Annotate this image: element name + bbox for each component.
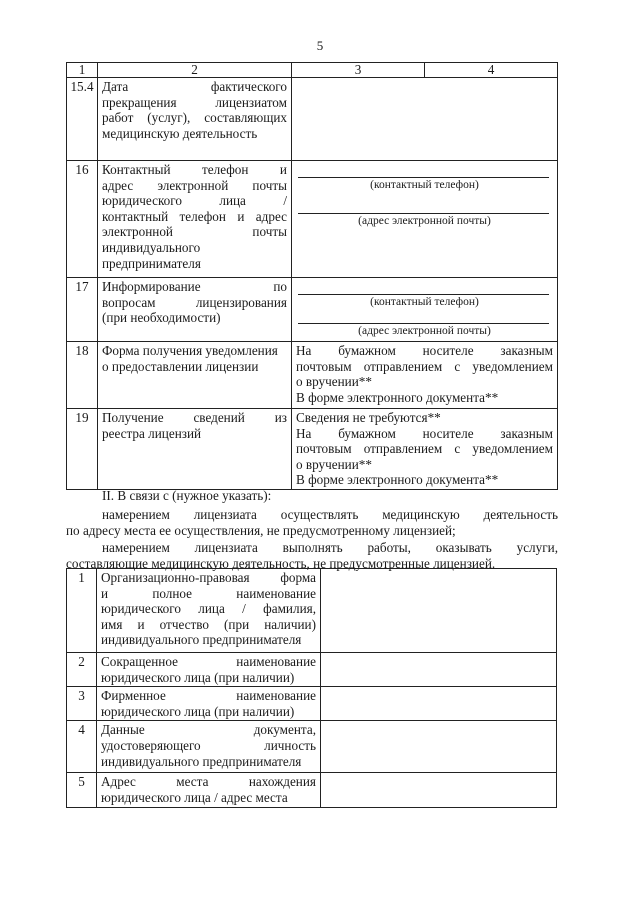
table-row xyxy=(67,78,558,161)
table-row xyxy=(67,161,558,278)
row-number: 2 xyxy=(67,653,97,687)
value-cell[interactable] xyxy=(321,721,557,773)
table-row xyxy=(67,687,557,721)
row-number: 18 xyxy=(67,342,98,409)
contact-phone-field[interactable] xyxy=(298,164,549,178)
value-cell[interactable] xyxy=(321,687,557,721)
row-number: 5 xyxy=(67,773,97,807)
licensing-details-table xyxy=(66,62,558,490)
row-description: Фирменное наименование юридического лица (при наличии) xyxy=(97,687,321,721)
table-header-row xyxy=(67,63,558,78)
email-field[interactable] xyxy=(298,200,549,214)
table-row xyxy=(67,342,558,409)
applicant-details-table xyxy=(66,568,557,808)
option-not-required[interactable]: Сведения не требуются** xyxy=(296,410,441,425)
field-caption: (адрес электронной почты) xyxy=(358,215,491,227)
date-value-cell[interactable] xyxy=(292,78,558,161)
value-cell[interactable] xyxy=(321,569,557,653)
contact-phone-field[interactable] xyxy=(298,281,549,295)
table-row xyxy=(67,721,557,773)
row-description: Адрес места нахождения юридического лица / адрес места xyxy=(97,773,321,807)
field-caption: (адрес электронной почты) xyxy=(358,325,491,337)
option-text: по адресу места ее осуществления, не предусмотренному лицензией; xyxy=(66,523,456,539)
option-electronic[interactable]: В форме электронного документа** xyxy=(296,472,499,488)
table-row xyxy=(67,773,557,807)
row-number: 4 xyxy=(67,721,97,773)
table-row xyxy=(67,278,558,342)
col-header: 4 xyxy=(425,63,558,78)
table-row xyxy=(67,569,557,653)
page-number: 5 xyxy=(316,38,324,53)
col-header: 3 xyxy=(292,63,425,78)
row-description: Сокращенное наименование юридического лица (при наличии) xyxy=(97,653,321,687)
col-header: 2 xyxy=(98,63,292,78)
section-two xyxy=(66,488,558,572)
row-description: Форма получения уведомления о предоставлении лицензии xyxy=(98,342,292,409)
option-text: составляющие медицинскую деятельность, не предусмотренные лицензией. xyxy=(66,555,496,571)
row-number: 1 xyxy=(67,569,97,653)
row-number: 16 xyxy=(67,161,98,278)
col-header: 1 xyxy=(67,63,98,78)
field-caption: (контактный телефон) xyxy=(370,179,479,191)
table-row xyxy=(67,409,558,490)
contact-value-cell xyxy=(292,161,558,278)
row-description: Организационно-правовая форма и полное наименование юридического лица / фамилия, имя и отчество (при наличии) индивидуального предпринимателя xyxy=(97,569,321,653)
row-description: Данные документа, удостоверяющего личность индивидуального предпринимателя xyxy=(97,721,321,773)
email-field[interactable] xyxy=(298,311,549,324)
row-description: Получение сведений из реестра лицензий xyxy=(98,409,292,490)
option-text: намерением лицензиата выполнять работы, оказывать услуги, xyxy=(102,539,558,555)
row-number: 17 xyxy=(67,278,98,342)
value-cell[interactable] xyxy=(321,653,557,687)
info-contact-cell xyxy=(292,278,558,342)
row-number: 3 xyxy=(67,687,97,721)
row-number: 15.4 xyxy=(67,78,98,161)
option-paper[interactable]: На бумажном носителе заказным xyxy=(296,425,553,441)
option-electronic[interactable]: В форме электронного документа** xyxy=(296,389,499,405)
row-description: Дата фактического прекращения лицензиатом работ (услуг), составляющих медицинскую деятельность xyxy=(98,78,292,161)
field-caption: (контактный телефон) xyxy=(370,296,479,308)
option-paper[interactable]: На бумажном носителе заказным xyxy=(296,343,553,358)
option-text: намерением лицензиата осуществлять медицинскую деятельность xyxy=(102,507,558,523)
table-row xyxy=(67,653,557,687)
notification-options-cell: На бумажном носителе заказным почтовым отправлением с уведомлением о вручении** В форме электронного документа** xyxy=(292,342,558,409)
registry-options-cell: Сведения не требуются** На бумажном носителе заказным почтовым отправлением с уведомлением о вручении** В форме электронного документа** xyxy=(292,409,558,490)
value-cell[interactable] xyxy=(321,773,557,807)
section-heading: II. В связи с (нужное указать): xyxy=(102,488,272,503)
row-number: 19 xyxy=(67,409,98,490)
row-description: Информирование по вопросам лицензирования (при необходимости) xyxy=(98,278,292,342)
row-description: Контактный телефон и адрес электронной почты юридического лица / контактный телефон и адрес электронной почты индивидуального предпринимателя xyxy=(98,161,292,278)
